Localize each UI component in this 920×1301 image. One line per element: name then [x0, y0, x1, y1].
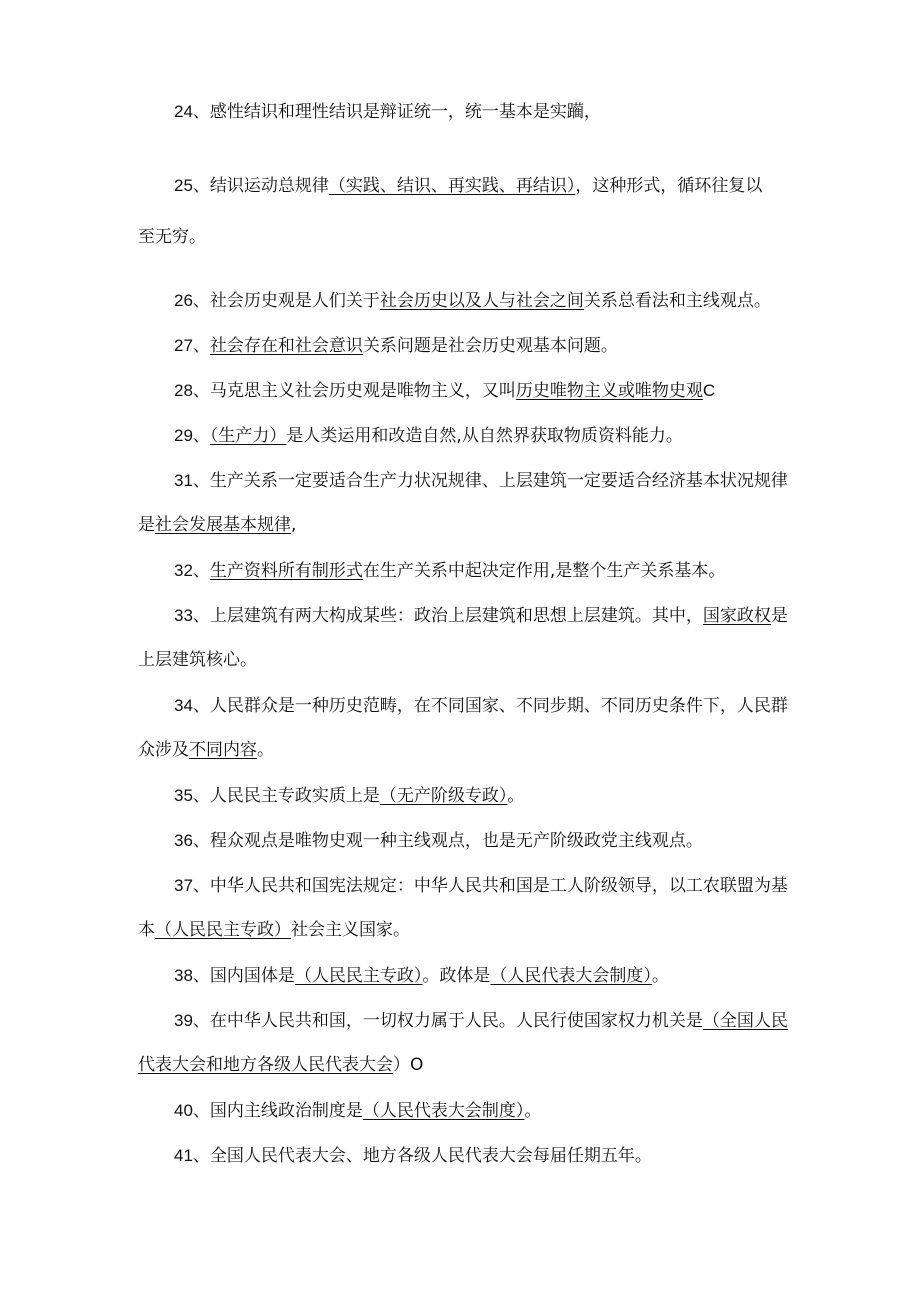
underlined-answer: （人民民主专政） — [294, 966, 423, 986]
item-text: 感性结识和理性结识是辩证统一，统一基本是实躏， — [209, 102, 601, 122]
item-text-tail: 。 — [524, 1101, 542, 1121]
underlined-answer: （全国人民 — [702, 1011, 788, 1031]
item-number: 27、 — [174, 336, 210, 355]
item-number: 24、 — [174, 102, 210, 121]
underlined-answer-continuation: 代表大会和地方各级人民代表大会 — [138, 1055, 393, 1075]
item-number: 39、 — [174, 1011, 210, 1030]
item-text-tail: ）O — [393, 1055, 424, 1075]
underlined-answer: （实践、结识、再实践、再结识） — [328, 176, 576, 196]
item-text-continuation: 至无穷。 — [138, 227, 206, 247]
item-text-continuation: 是 — [138, 515, 155, 535]
item-text-continuation: 本 — [138, 920, 155, 940]
item-text: 社会历史观是人们关于 — [209, 291, 380, 311]
item-text-tail: 是人类运用和改造自然,从自然界获取物质资料能力。 — [286, 426, 683, 446]
item-text: 生产关系一定要适合生产力状况规律、上层建筑一定要适合经济基本状况规律 — [209, 471, 788, 491]
item-text-continuation: 众涉及 — [138, 740, 189, 760]
item-number: 31、 — [174, 471, 210, 490]
item-text-continuation: 上层建筑核心。 — [138, 650, 257, 670]
underlined-answer: 历史唯物主义或唯物史观 — [515, 381, 703, 401]
item-text-tail: ，这种形式，循环往复以 — [575, 176, 763, 196]
item-text-tail: 关系总看法和主线观点。 — [583, 291, 771, 311]
underlined-answer: 社会发展基本规律 — [155, 515, 291, 535]
underlined-answer: （人民代表大会制度） — [362, 1101, 525, 1121]
item-number: 26、 — [174, 291, 210, 310]
item-text-tail: 是 — [770, 606, 788, 626]
underlined-answer: （生产力） — [209, 426, 287, 446]
item-text-tail: 社会主义国家。 — [291, 920, 410, 940]
item-number: 34、 — [174, 696, 210, 715]
item-text: 在中华人民共和国，一切权力属于人民。人民行使国家权力机关是 — [209, 1011, 703, 1031]
item-number: 40、 — [174, 1101, 210, 1120]
underlined-answer: 社会存在和社会意识 — [209, 336, 363, 356]
underlined-answer: 生产资料所有制形式 — [209, 561, 363, 581]
item-text: 马克思主义社会历史观是唯物主义，又叫 — [209, 381, 516, 401]
item-number: 25、 — [174, 176, 210, 195]
item-number: 28、 — [174, 381, 210, 400]
item-text: 人民民主专政实质上是 — [209, 786, 380, 806]
item-text-tail: 关系问题是社会历史观基本问题。 — [362, 336, 618, 356]
item-text: 人民群众是一种历史范畴，在不同国家、不同步期、不同历史条件下，人民群 — [209, 696, 788, 716]
item-number: 38、 — [174, 966, 210, 985]
item-text-tail: , — [291, 515, 297, 535]
item-text-tail: 在生产关系中起决定作用,是整个生产关系基本。 — [362, 561, 726, 581]
underlined-answer: （人民民主专政） — [155, 920, 291, 940]
item-text-tail: 。 — [257, 740, 274, 760]
underlined-answer-2: （人民代表大会制度） — [490, 966, 652, 986]
underlined-answer: （无产阶级专政） — [379, 786, 508, 806]
item-text: 国内国体是 — [209, 966, 295, 986]
item-text-tail: 。 — [651, 966, 669, 986]
underlined-answer: 不同内容 — [189, 740, 257, 760]
item-text-mid: 。政体是 — [422, 966, 491, 986]
item-text: 上层建筑有两大构成某些：政治上层建筑和思想上层建筑。其中， — [209, 606, 703, 626]
item-number: 37、 — [174, 876, 210, 895]
item-text: 程众观点是唯物史观一种主线观点，也是无产阶级政党主线观点。 — [209, 831, 703, 851]
item-text: 全国人民代表大会、地方各级人民代表大会每届任期五年。 — [209, 1146, 652, 1166]
item-number: 35、 — [174, 786, 210, 805]
item-number: 41、 — [174, 1146, 210, 1165]
item-number: 29、 — [174, 426, 210, 445]
item-text: 结识运动总规律 — [209, 176, 329, 196]
item-number: 32、 — [174, 561, 210, 580]
item-text: 国内主线政治制度是 — [209, 1101, 363, 1121]
item-number: 36、 — [174, 831, 210, 850]
item-number: 33、 — [174, 606, 210, 625]
underlined-answer: 国家政权 — [702, 606, 771, 626]
item-text: 中华人民共和国宪法规定：中华人民共和国是工人阶级领导，以工农联盟为基 — [209, 876, 788, 896]
item-text-tail: C — [702, 381, 716, 400]
underlined-answer: 社会历史以及人与社会之间 — [379, 291, 584, 311]
item-text-tail: 。 — [507, 786, 525, 806]
